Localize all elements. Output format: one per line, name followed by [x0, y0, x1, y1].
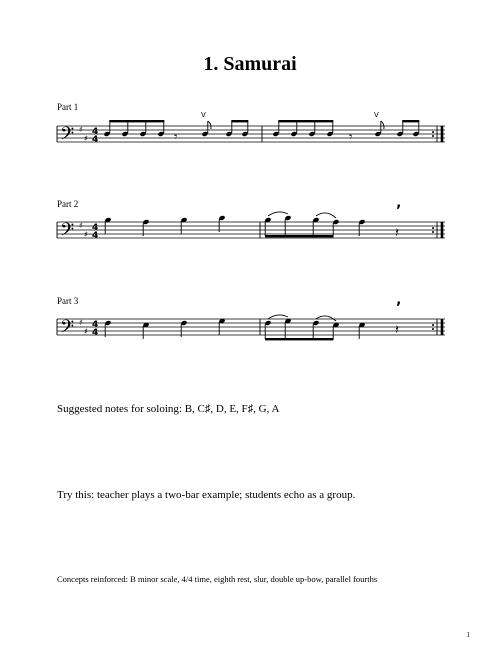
quarter-rest-icon: 𝄽: [395, 226, 399, 241]
bass-clef-icon: 𝄢: [60, 317, 75, 342]
bass-clef-icon: 𝄢: [60, 124, 75, 149]
bass-clef-icon: 𝄢: [60, 220, 75, 245]
page-title: 1. Samurai: [203, 53, 297, 75]
part-2-label: Part 2: [57, 199, 79, 209]
sharp-icon: ♯: [79, 125, 83, 134]
time-signature-top: 4: [92, 223, 99, 233]
time-signature-bottom: 4: [92, 231, 99, 241]
sharp-icon: ♯: [84, 230, 88, 239]
beamed-eighth-notes: [103, 121, 164, 137]
page-number: 1: [466, 631, 470, 639]
sharp-icon: ♯: [79, 318, 83, 327]
suggested-notes-text: Suggested notes for soloing: B, C♯, D, E, F♯, G, A: [57, 403, 280, 415]
breath-mark-icon: ’: [396, 203, 402, 219]
time-signature-top: 4: [92, 127, 99, 137]
time-signature-bottom: 4: [92, 328, 99, 338]
try-this-text: Try this: teacher plays a two-bar example; students echo as a group.: [57, 489, 356, 501]
part-1-staff: [0, 110, 500, 160]
up-bow-icon: V: [201, 111, 206, 119]
breath-mark-icon: ’: [396, 300, 402, 316]
part-3-label: Part 3: [57, 296, 79, 306]
sharp-icon: ♯: [79, 221, 83, 230]
time-signature-top: 4: [92, 320, 99, 330]
quarter-rest-icon: 𝄽: [395, 323, 399, 338]
eighth-rest-icon: 𝄾: [349, 130, 353, 145]
eighth-rest-icon: 𝄾: [174, 130, 178, 145]
concepts-text: Concepts reinforced: B minor scale, 4/4 time, eighth rest, slur, double up-bow, parallel fourths: [57, 574, 378, 584]
part-1-label: Part 1: [57, 102, 79, 112]
sharp-icon: ♯: [84, 134, 88, 143]
sharp-icon: ♯: [84, 327, 88, 336]
time-signature-bottom: 4: [92, 135, 99, 145]
up-bow-icon: V: [374, 111, 379, 119]
